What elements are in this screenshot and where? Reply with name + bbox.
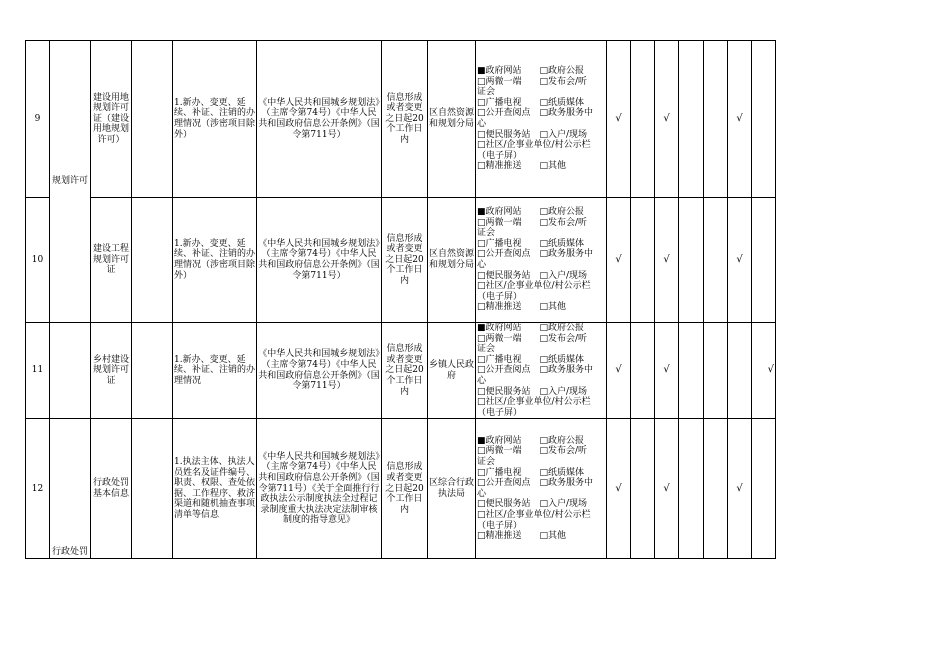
empty-cell	[132, 41, 173, 198]
category-cell	[50, 41, 91, 323]
category-label: 规划许可	[51, 176, 88, 187]
check-cell: √	[607, 198, 631, 323]
basis-cell: 《中华人民共和国城乡规划法》（主席令第74号）《中华人民共和国政府信息公开条例》（国令第711号）	[257, 323, 382, 419]
subject-cell: 乡镇人民政府	[428, 323, 476, 419]
basis-cell: 《中华人民共和国城乡规划法》（主席令第74号）《中华人民共和国政府信息公开条例》（国令第711号）《关于全面推行行政执法公示制度执法全过程记录制度重大执法决定法制审核制度的指导意见》	[257, 419, 382, 559]
table-row	[26, 41, 776, 198]
row-number: 12	[26, 419, 50, 559]
check-cell: √	[607, 323, 631, 419]
time-limit-cell: 信息形成或者变更之日起20个工作日内	[382, 41, 428, 198]
check-cell	[679, 41, 704, 198]
disclosure-table	[25, 40, 776, 559]
check-cell	[704, 41, 728, 198]
check-cell	[631, 323, 655, 419]
item-name: 乡村建设规划许可证	[91, 323, 132, 419]
row-number: 9	[26, 41, 50, 198]
basis-cell: 《中华人民共和国城乡规划法》（主席令第74号）《中华人民共和国政府信息公开条例》（国令第711号）	[257, 198, 382, 323]
check-cell	[704, 323, 728, 419]
content-cell: 1.新办、变更、延续、补证、注销的办理情况（涉密项目除外）	[173, 198, 257, 323]
item-name: 建设用地规划许可证（建设用地规划许可）	[91, 41, 132, 198]
item-name: 建设工程规划许可证	[91, 198, 132, 323]
check-cell: √	[607, 41, 631, 198]
row-number: 10	[26, 198, 50, 323]
check-cell: √	[728, 41, 752, 198]
empty-cell	[132, 323, 173, 419]
check-cell	[679, 198, 704, 323]
check-cell: √	[607, 419, 631, 559]
basis-cell: 《中华人民共和国城乡规划法》（主席令第74号）《中华人民共和国政府信息公开条例》（国令第711号）	[257, 41, 382, 198]
check-cell	[631, 419, 655, 559]
time-limit-cell: 信息形成或者变更之日起20个工作日内	[382, 323, 428, 419]
channels-cell: ■政府网站 □政府公报 □两微一端 □发布会/听 证会 □广播电视 □纸质媒体 □公开查阅点 □政务服务中 心 □便民服务站 □入户/现场 □社区/企事业单位/村公示栏 （电子屏） □精准推送 □其他	[476, 419, 607, 559]
check-cell: √	[655, 323, 679, 419]
content-cell: 1.新办、变更、延续、补证、注销的办理情况	[173, 323, 257, 419]
check-cell	[752, 419, 776, 559]
empty-cell	[132, 419, 173, 559]
check-cell: √	[728, 198, 752, 323]
category-label: 行政处罚	[51, 547, 88, 558]
check-cell	[631, 41, 655, 198]
check-cell	[631, 198, 655, 323]
category-cell	[50, 419, 91, 559]
check-cell: √	[655, 419, 679, 559]
check-cell: √	[655, 41, 679, 198]
check-cell: √	[655, 198, 679, 323]
category-cell	[50, 323, 91, 419]
check-cell	[704, 198, 728, 323]
content-cell: 1.执法主体、执法人员姓名及证件编号、职责、权限、查处依据、工作程序、救济渠道和随机抽查事项清单等信息	[173, 419, 257, 559]
check-cell	[679, 323, 704, 419]
empty-cell	[132, 198, 173, 323]
time-limit-cell: 信息形成或者变更之日起20个工作日内	[382, 419, 428, 559]
check-cell	[679, 419, 704, 559]
channels-cell: ■政府网站 □政府公报 □两微一端 □发布会/听 证会 □广播电视 □纸质媒体 □公开查阅点 □政务服务中 心 □便民服务站 □入户/现场 □社区/企事业单位/村公示栏 （电子屏） □精准推送 □其他	[476, 198, 607, 323]
content-cell: 1.新办、变更、延续、补证、注销的办理情况（涉密项目除外）	[173, 41, 257, 198]
check-cell	[728, 323, 752, 419]
row-number: 11	[26, 323, 50, 419]
subject-cell: 区自然资源和规划分局	[428, 198, 476, 323]
time-limit-cell: 信息形成或者变更之日起20个工作日内	[382, 198, 428, 323]
check-cell	[752, 198, 776, 323]
check-cell	[752, 41, 776, 198]
check-cell	[704, 419, 728, 559]
item-name: 行政处罚基本信息	[91, 419, 132, 559]
channels-cell: ■政府网站 □政府公报 □两微一端 □发布会/听 证会 □广播电视 □纸质媒体 □公开查阅点 □政务服务中 心 □便民服务站 □入户/现场 □社区/企事业单位/村公示栏 （电子屏） □精准推送 □其他	[476, 41, 607, 198]
check-cell: √	[728, 419, 752, 559]
channels-cell: ■政府网站 □政府公报 □两微一端 □发布会/听 证会 □广播电视 □纸质媒体 □公开查阅点 □政务服务中 心 □便民服务站 □入户/现场 □社区/企事业单位/村公示栏 （电子屏）	[476, 323, 607, 419]
subject-cell: 区自然资源和规划分局	[428, 41, 476, 198]
check-cell: √	[752, 323, 776, 419]
subject-cell: 区综合行政执法局	[428, 419, 476, 559]
table-row	[26, 323, 776, 419]
table-row	[26, 198, 776, 323]
table-row	[26, 419, 776, 559]
